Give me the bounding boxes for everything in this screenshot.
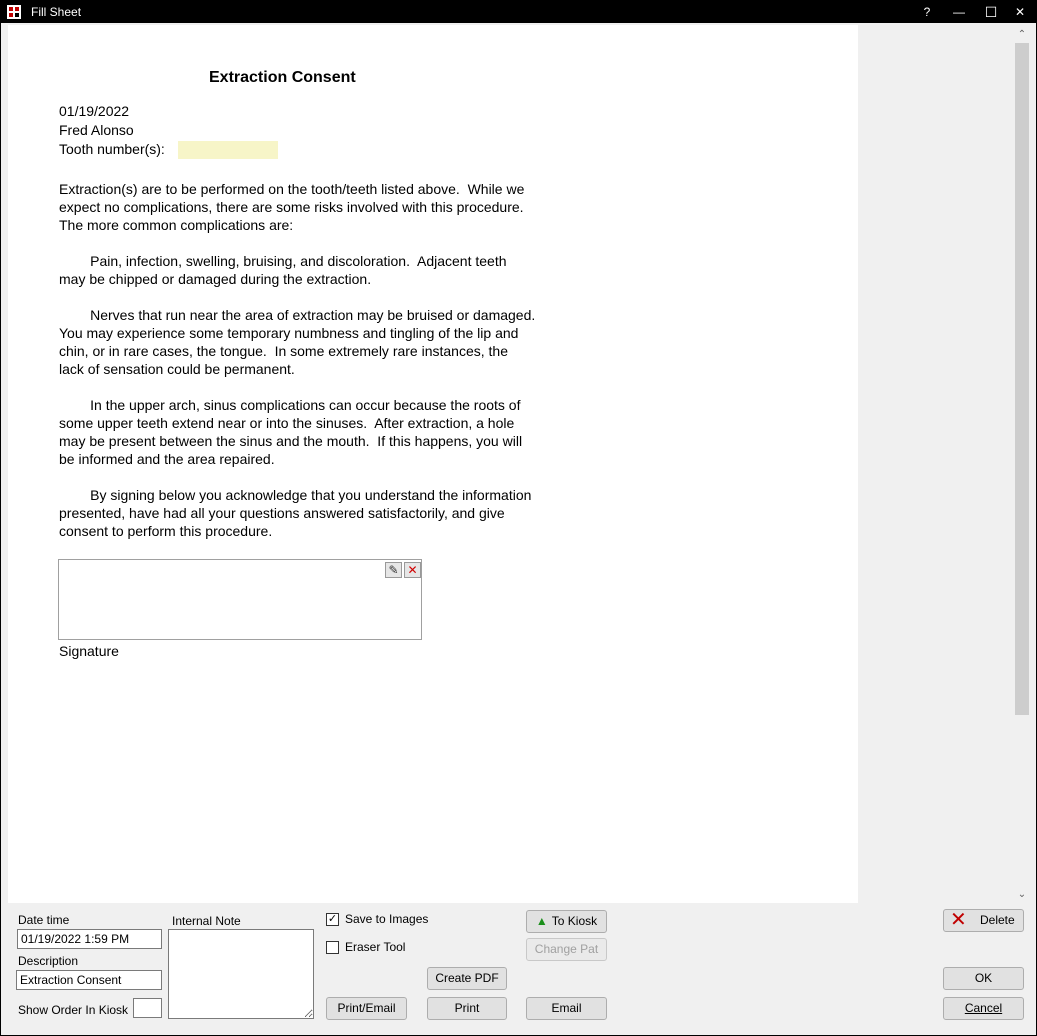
paragraph-consent: By signing below you acknowledge that you understand the information presented, have had all your questions answered satisfactorily, and give consent to perform this procedure.: [59, 487, 532, 539]
help-button[interactable]: ?: [923, 5, 931, 19]
to-kiosk-label: To Kiosk: [551, 914, 598, 928]
paragraph-sinus: In the upper arch, sinus complications can occur because the roots of some upper teeth extend near or into the sinuses. After extraction, a hole may be present between the sinus and the mouth. If this happens, you will be informed and the area repaired.: [59, 397, 523, 467]
paragraph-pain: Pain, infection, swelling, bruising, and discoloration. Adjacent teeth may be chipped or damaged during the extraction.: [59, 253, 507, 287]
arrow-up-icon: ▲: [535, 914, 548, 928]
date-time-input[interactable]: [17, 929, 162, 949]
internal-note-label: Internal Note: [172, 914, 241, 928]
scroll-thumb[interactable]: [1015, 43, 1029, 715]
tooth-number-label: Tooth number(s):: [59, 141, 165, 157]
create-pdf-button[interactable]: Create PDF: [427, 967, 507, 990]
delete-button[interactable]: [943, 909, 1024, 932]
sheet-title: Extraction Consent: [209, 69, 356, 86]
app-icon: [7, 5, 21, 19]
save-to-images-checkbox[interactable]: ✓: [327, 913, 338, 925]
description-label: Description: [18, 954, 79, 968]
sheet-date: 01/19/2022: [59, 103, 130, 119]
paragraph-nerves: Nerves that run near the area of extraction may be bruised or damaged. You may experience some temporary numbness and tingling of the lip and chin, or in rare cases, the tongue. In some extremely rare instances, the lack of sensation could be permanent.: [59, 307, 536, 377]
print-button[interactable]: Print: [427, 997, 507, 1020]
cancel-label: Cancel: [964, 1001, 1003, 1015]
scroll-down-icon[interactable]: ⌄: [1017, 889, 1027, 900]
minimize-button[interactable]: —: [953, 5, 965, 19]
scroll-up-icon[interactable]: ⌃: [1017, 29, 1027, 40]
print-email-button[interactable]: Print/Email: [326, 997, 407, 1020]
close-button[interactable]: ✕: [1014, 5, 1026, 19]
save-to-images-label: Save to Images: [345, 912, 429, 926]
title-bar: [1, 1, 1036, 23]
patient-name: Fred Alonso: [59, 122, 134, 138]
ok-button[interactable]: OK: [943, 967, 1024, 990]
maximize-button[interactable]: ☐: [984, 4, 998, 20]
signature-label: Signature: [59, 643, 119, 659]
change-pat-button[interactable]: Change Pat: [526, 938, 607, 961]
date-time-label: Date time: [18, 913, 70, 927]
delete-icon: ✕: [950, 909, 967, 931]
signature-box[interactable]: [58, 559, 422, 640]
internal-note-input[interactable]: [168, 929, 314, 1019]
paragraph-intro: Extraction(s) are to be performed on the tooth/teeth listed above. While we expect no complications, there are some risks involved with this procedure. The more common complications are:: [59, 181, 525, 233]
eraser-tool-checkbox[interactable]: [326, 941, 339, 954]
email-button[interactable]: Email: [526, 997, 607, 1020]
description-input[interactable]: [16, 970, 162, 990]
show-order-input[interactable]: [133, 998, 162, 1018]
delete-label: Delete: [980, 913, 1015, 927]
pen-icon[interactable]: ✎: [385, 562, 402, 578]
tooth-number-input[interactable]: [178, 141, 278, 159]
cancel-button[interactable]: [943, 997, 1024, 1020]
eraser-tool-label: Eraser Tool: [345, 940, 406, 954]
window-title: Fill Sheet: [31, 5, 82, 19]
show-order-label: Show Order In Kiosk: [18, 1003, 129, 1017]
vertical-scrollbar[interactable]: [1013, 25, 1031, 903]
clear-signature-icon[interactable]: ✕: [404, 562, 421, 578]
to-kiosk-button[interactable]: [526, 910, 607, 933]
